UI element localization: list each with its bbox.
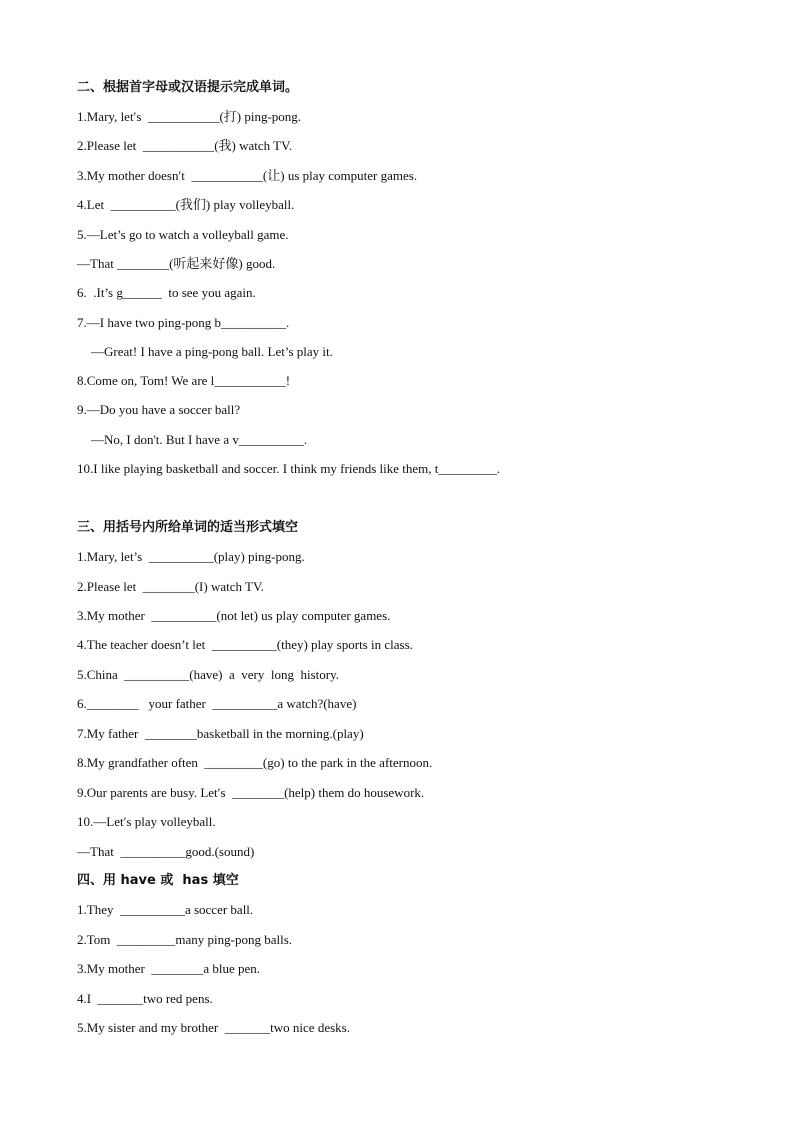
s3-item-5: 5.China __________(have) a very long history. <box>77 667 339 682</box>
s4-item-5: 5.My sister and my brother _______two nice desks. <box>77 1020 350 1035</box>
s2-item-3: 3.My mother doesn′t ___________(让) us play computer games. <box>77 168 418 183</box>
s2-item-9-a: —No, I don't. But I have a v__________. <box>91 432 308 447</box>
s2-item-9-q: 9.—Do you have a soccer ball? <box>77 402 241 417</box>
s3-item-8: 8.My grandfather often _________(go) to the park in the afternoon. <box>77 755 433 770</box>
s3-item-10-a: —That __________good.(sound) <box>77 844 255 859</box>
section-2-heading: 二、根据首字母或汉语提示完成单词。 <box>77 80 299 95</box>
s3-item-4: 4.The teacher doesn’t let __________(they) play sports in class. <box>77 637 413 652</box>
s4-item-2: 2.Tom _________many ping-pong balls. <box>77 932 293 947</box>
s2-item-5-q: 5.—Let’s go to watch a volleyball game. <box>77 227 289 242</box>
s3-item-2: 2.Please let ________(I) watch TV. <box>77 579 264 594</box>
s3-item-6: 6.________ your father __________a watch?(have) <box>77 696 357 711</box>
s4-item-4: 4.I _______two red pens. <box>77 991 213 1006</box>
s3-item-10-q: 10.—Let′s play volleyball. <box>77 814 216 829</box>
s2-item-5-a: —That ________(听起来好像) good. <box>77 256 276 271</box>
s2-item-1: 1.Mary, let′s ___________(打) ping-pong. <box>77 109 302 124</box>
s2-item-7-a: —Great! I have a ping-pong ball. Let’s play it. <box>91 344 333 359</box>
s4-item-3: 3.My mother ________a blue pen. <box>77 961 261 976</box>
s3-item-3: 3.My mother __________(not let) us play computer games. <box>77 608 391 623</box>
s3-item-9: 9.Our parents are busy. Let′s ________(help) them do housework. <box>77 785 425 800</box>
s2-item-6: 6. .It’s g______ to see you again. <box>77 285 256 300</box>
section-3-heading: 三、用括号内所给单词的适当形式填空 <box>77 520 299 535</box>
s2-item-4: 4.Let __________(我们) play volleyball. <box>77 197 295 212</box>
s2-item-7-q: 7.—I have two ping-pong b__________. <box>77 315 290 330</box>
s3-item-1: 1.Mary, let’s __________(play) ping-pong. <box>77 549 305 564</box>
s2-item-10: 10.I like playing basketball and soccer. I think my friends like them, t_________. <box>77 461 501 476</box>
s4-item-1: 1.They __________a soccer ball. <box>77 902 254 917</box>
section-4-heading: 四、用 have 或 has 填空 <box>77 873 239 888</box>
s2-item-8: 8.Come on, Tom! We are l___________! <box>77 373 291 388</box>
s3-item-7: 7.My father ________basketball in the morning.(play) <box>77 726 364 741</box>
s2-item-2: 2.Please let ___________(我) watch TV. <box>77 138 293 153</box>
